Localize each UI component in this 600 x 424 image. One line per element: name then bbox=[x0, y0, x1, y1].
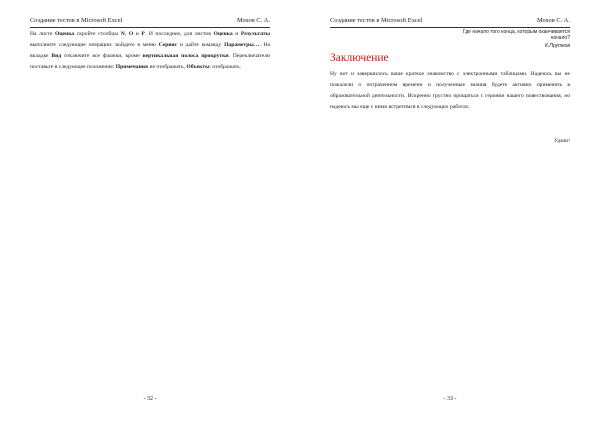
section-heading: Заключение bbox=[330, 52, 389, 64]
page-header bbox=[30, 17, 270, 28]
body-text bbox=[330, 69, 570, 113]
body-text bbox=[30, 29, 270, 73]
page-number: - 32 - bbox=[143, 396, 157, 402]
page-number: - 33 - bbox=[443, 396, 457, 402]
header-author: Мохов С. А. bbox=[237, 17, 270, 24]
header-title: Создание тестов в Microsoft Excel bbox=[330, 17, 423, 24]
epigraph-text: Где начало того конца, которым оканчивается начало? bbox=[462, 29, 570, 42]
epigraph-author: К.Прутков bbox=[545, 42, 570, 49]
paragraph: На листе Оценка скройте столбцы N, O и P. И последнее, для листов Оценка и Результаты выполните следующие операции: войдите в меню Сервис и дайте команду Параметры…. На вкладке Вид отключите все флажки, кроме вертикальная полоса прокрутки. Переключатели поставьте в следующее положение: Примечания не отображать, Объекты: отображать. bbox=[30, 31, 271, 70]
paragraph: Ну вот и завершилось ваше краткое знакомство с электронными таблицами. Надеюсь вы не пожалели о потраченном времени и полученные знания будете активно применять в образовательной деятельности. Искренно грустно прощаться с героями нашего повествования, но надеюсь мы еще с ними встретимся в следующих работах. bbox=[330, 71, 570, 110]
right-page bbox=[300, 0, 600, 424]
header-title: Создание тестов в Microsoft Excel bbox=[30, 17, 123, 24]
header-author: Мохов С. А. bbox=[537, 17, 570, 24]
epigraph bbox=[460, 29, 570, 49]
page-header bbox=[330, 17, 570, 28]
signoff: Удачи! bbox=[554, 138, 570, 144]
